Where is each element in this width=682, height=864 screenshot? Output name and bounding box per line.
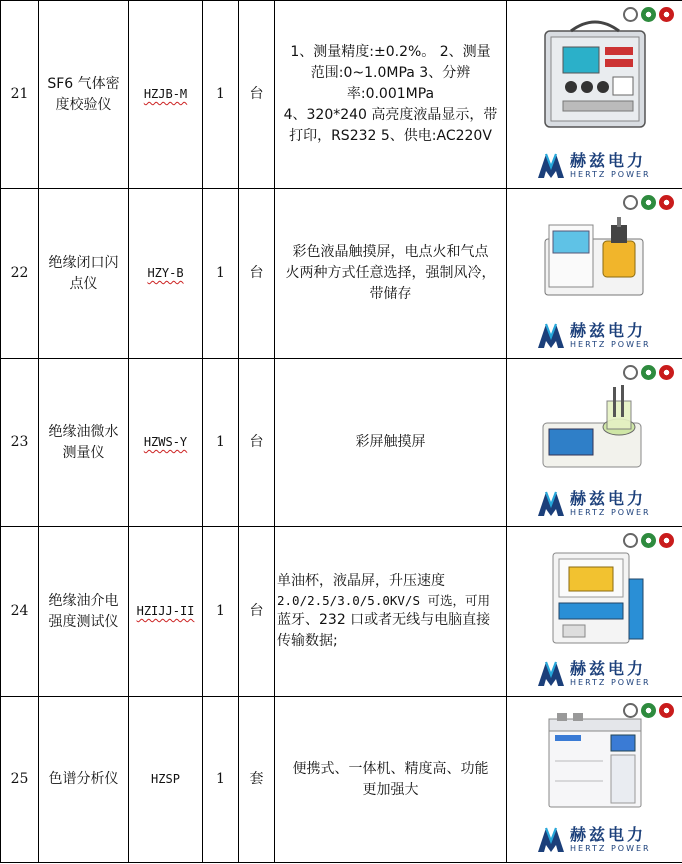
quantity: 1 <box>203 189 239 359</box>
red-cert-icon <box>659 365 674 380</box>
unit: 台 <box>239 527 275 697</box>
spec-line: 2.0/2.5/3.0/5.0KV/S 可选，可用 <box>277 592 491 608</box>
spec-line: 率:0.001MPa <box>346 86 435 102</box>
spec-cell <box>275 527 507 697</box>
model-cell <box>129 527 203 697</box>
spec-cell <box>275 189 507 359</box>
product-image-cell <box>507 1 682 189</box>
spec-cell <box>275 1 507 189</box>
instrument-name <box>39 527 129 697</box>
brand-name-en: HERTZ POWER <box>570 844 651 853</box>
instrument-name <box>39 359 129 527</box>
unit: 台 <box>239 359 275 527</box>
brand-logo <box>537 152 651 180</box>
hertz-power-logo-icon <box>537 153 565 179</box>
brand-name-en: HERTZ POWER <box>570 170 651 179</box>
instrument-name <box>39 1 129 189</box>
row-index: 22 <box>1 189 39 359</box>
spec-line: 彩色液晶触摸屏，电点火和气点 <box>292 244 489 260</box>
spec-line: 单油杯，液晶屏，升压速度 <box>277 572 445 589</box>
hertz-power-logo-icon <box>537 323 565 349</box>
table-row <box>1 359 682 527</box>
brand-name-en: HERTZ POWER <box>570 508 651 517</box>
quantity: 1 <box>203 697 239 863</box>
name-line: 绝缘油介电 <box>48 592 119 609</box>
gas-chromatograph <box>543 711 653 811</box>
green-cert-icon <box>641 365 656 380</box>
table-row <box>1 189 682 359</box>
certification-seal-icon <box>623 195 638 210</box>
brand-logo <box>537 660 651 688</box>
spec-line: 传输数据; <box>277 633 338 650</box>
product-image-cell <box>507 697 682 863</box>
red-cert-icon <box>659 7 674 22</box>
brand-name-cn: 赫兹电力 <box>570 489 647 508</box>
certification-badges <box>623 365 674 380</box>
row-index: 23 <box>1 359 39 527</box>
red-cert-icon <box>659 195 674 210</box>
name-line: 色谱分析仪 <box>48 771 119 787</box>
brand-logo <box>537 490 651 518</box>
spec-line: 火两种方式任意选择，强制风冷， <box>285 265 496 281</box>
green-cert-icon <box>641 195 656 210</box>
quantity: 1 <box>203 1 239 189</box>
brand-name-cn: 赫兹电力 <box>570 825 647 844</box>
sf6-density-calibrator-case <box>541 13 649 131</box>
model-cell <box>129 189 203 359</box>
model-number: HZY-B <box>147 266 184 280</box>
name-line: SF6 气体密 <box>47 75 120 92</box>
model-cell <box>129 359 203 527</box>
red-cert-icon <box>659 533 674 548</box>
spec-line: 更加强大 <box>362 781 419 798</box>
spec-line: 便携式、一体机、精度高、功能 <box>292 760 489 777</box>
oil-dielectric-strength-tester <box>547 549 647 649</box>
certification-badges <box>623 195 674 210</box>
name-line: 绝缘油微水 <box>48 423 119 440</box>
spec-line: 打印，RS232 5、供电:AC220V <box>289 128 492 144</box>
spec-line: 彩屏触摸屏 <box>355 434 426 450</box>
certification-badges <box>623 533 674 548</box>
brand-name-en: HERTZ POWER <box>570 678 651 687</box>
spec-line: 带储存 <box>369 286 412 302</box>
row-index: 24 <box>1 527 39 697</box>
name-line: 度校验仪 <box>55 96 112 113</box>
model-number: HZSP <box>151 772 180 786</box>
model-cell <box>129 1 203 189</box>
oil-moisture-titrator <box>537 383 647 473</box>
brand-logo <box>537 826 651 854</box>
product-image-cell <box>507 189 682 359</box>
instrument-name <box>39 697 129 863</box>
model-number: HZIJJ-II <box>136 604 195 618</box>
table-row <box>1 697 682 863</box>
brand-logo <box>537 322 651 350</box>
model-cell <box>129 697 203 863</box>
unit: 台 <box>239 1 275 189</box>
product-image-cell <box>507 359 682 527</box>
hertz-power-logo-icon <box>537 491 565 517</box>
row-index: 21 <box>1 1 39 189</box>
row-index: 25 <box>1 697 39 863</box>
brand-name-cn: 赫兹电力 <box>570 151 647 170</box>
table-row <box>1 1 682 189</box>
instrument-name <box>39 189 129 359</box>
hertz-power-logo-icon <box>537 661 565 687</box>
spec-line: 范围:0~1.0MPa 3、分辨 <box>310 65 471 81</box>
hertz-power-logo-icon <box>537 827 565 853</box>
brand-name-cn: 赫兹电力 <box>570 321 647 340</box>
green-cert-icon <box>641 533 656 548</box>
spec-cell <box>275 697 507 863</box>
spec-cell <box>275 359 507 527</box>
brand-name-en: HERTZ POWER <box>570 340 651 349</box>
table-row <box>1 527 682 697</box>
certification-seal-icon <box>623 365 638 380</box>
certification-seal-icon <box>623 533 638 548</box>
quantity: 1 <box>203 359 239 527</box>
quantity: 1 <box>203 527 239 697</box>
closed-cup-flash-point-tester <box>539 211 649 301</box>
spec-line: 1、测量精度:±0.2%。 2、测量 <box>290 44 491 60</box>
unit: 套 <box>239 697 275 863</box>
red-cert-icon <box>659 703 674 718</box>
spec-line: 4、320*240 高亮度液晶显示，带 <box>283 107 498 123</box>
name-line: 测量仪 <box>62 444 105 461</box>
name-line: 绝缘闭口闪 <box>48 254 119 271</box>
name-line: 点仪 <box>69 275 98 292</box>
model-number: HZJB-M <box>143 87 188 101</box>
name-line: 强度测试仪 <box>48 613 119 630</box>
spec-line: 蓝牙、232 口或者无线与电脑直接 <box>277 612 491 629</box>
brand-name-cn: 赫兹电力 <box>570 659 647 678</box>
unit: 台 <box>239 189 275 359</box>
product-image-cell <box>507 527 682 697</box>
model-number: HZWS-Y <box>143 435 188 449</box>
